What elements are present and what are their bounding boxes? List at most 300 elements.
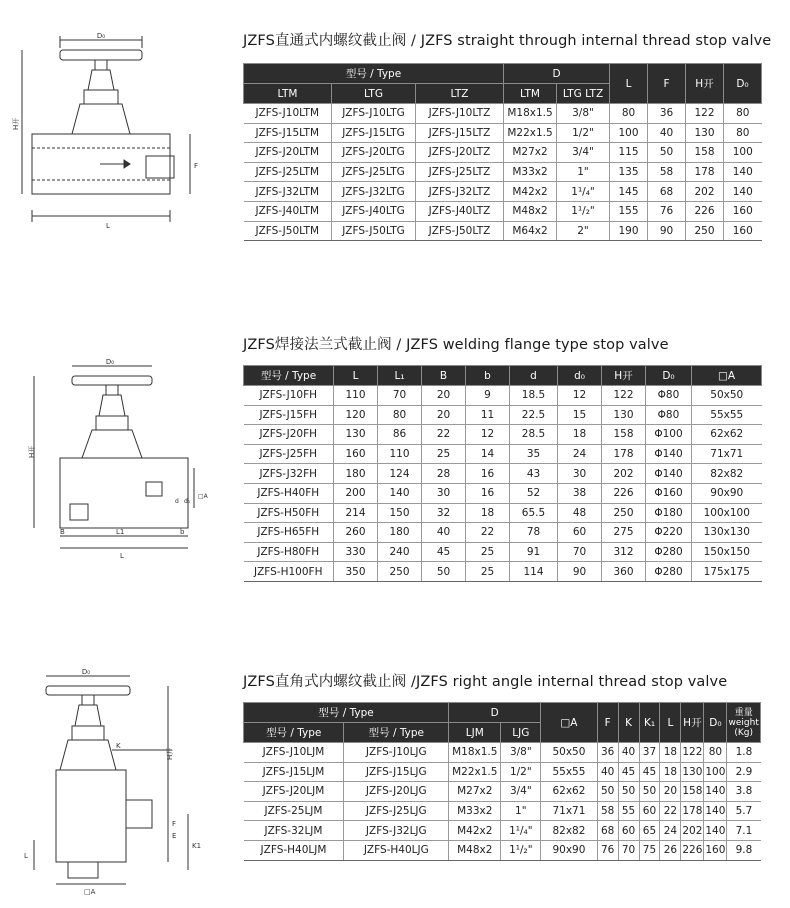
table-cell: 9 (466, 386, 510, 406)
th-d0: D₀ (704, 703, 727, 743)
table-cell: 140 (704, 821, 727, 841)
table-cell: 60 (558, 523, 602, 543)
table-row (244, 162, 762, 182)
table-cell: 15 (558, 405, 602, 425)
table-row (244, 221, 762, 241)
angle-valve-table (243, 702, 761, 861)
table-cell: 35 (510, 444, 558, 464)
table-cell: 50 (597, 782, 618, 802)
table-cell: JZFS-J15FH (244, 405, 334, 425)
l-label: L (120, 552, 124, 560)
table-cell: JZFS-J50LTZ (416, 221, 504, 241)
table-cell: 140 (704, 801, 727, 821)
h-label: H开 (166, 747, 174, 760)
table-row (244, 104, 762, 124)
table-cell: 91 (510, 542, 558, 562)
table-cell: M42x2 (504, 182, 557, 202)
table-cell: 202 (602, 464, 646, 484)
table-cell: 30 (558, 464, 602, 484)
table-cell: 1/2" (557, 123, 610, 143)
th-weight (727, 703, 761, 743)
d0-label: D₀ (105, 358, 115, 366)
flange-valve-table (243, 365, 762, 582)
table-row (244, 503, 762, 523)
table-cell: JZFS-J10LJG (344, 743, 449, 763)
table-cell: 68 (597, 821, 618, 841)
table-cell: Φ80 (646, 386, 692, 406)
table-cell: 180 (334, 464, 378, 484)
table-cell: 160 (334, 444, 378, 464)
table-cell: 3/8" (557, 104, 610, 124)
section2-title: JZFS焊接法兰式截止阀 / JZFS welding flange type stop valve (243, 337, 669, 353)
table-cell: JZFS-J15LTG (332, 123, 416, 143)
table-cell: 114 (510, 562, 558, 582)
th-ljg: LJG (501, 723, 541, 743)
table-cell: 90x90 (692, 483, 762, 503)
table-cell: 226 (686, 201, 724, 221)
table-row (244, 523, 762, 543)
table-cell: 178 (602, 444, 646, 464)
table-cell: JZFS-H40FH (244, 483, 334, 503)
th-d0: D₀ (724, 64, 762, 104)
table-header-cell: d (510, 366, 558, 386)
table-header-cell: b (466, 366, 510, 386)
th-ltz: LTZ (416, 84, 504, 104)
table-cell: 160 (724, 221, 762, 241)
k1-label: K1 (192, 842, 202, 850)
table-cell: 90 (648, 221, 686, 241)
th-d-ltg-ltz: LTG LTZ (557, 84, 610, 104)
table-cell: 50 (422, 562, 466, 582)
table-cell: 3/4" (501, 782, 541, 802)
table-cell: JZFS-J20FH (244, 425, 334, 445)
table-cell: 18 (558, 425, 602, 445)
section3-title: JZFS直角式内螺纹截止阀 /JZFS right angle internal thread stop valve (243, 674, 728, 690)
table-cell: 70 (618, 840, 639, 860)
table-cell: 55 (618, 801, 639, 821)
table-cell: JZFS-J15LJG (344, 762, 449, 782)
table-cell: 38 (558, 483, 602, 503)
table-cell: 60 (618, 821, 639, 841)
table-cell: Φ280 (646, 542, 692, 562)
table-cell: 22.5 (510, 405, 558, 425)
table-cell: 140 (378, 483, 422, 503)
table-cell: 75 (639, 840, 660, 860)
table-cell: 5.7 (727, 801, 761, 821)
table-cell: JZFS-J15LTM (244, 123, 332, 143)
table-cell: Φ160 (646, 483, 692, 503)
table-cell: 18.5 (510, 386, 558, 406)
table-cell: 78 (510, 523, 558, 543)
l1-label: L1 (116, 528, 125, 536)
table-cell: 130 (686, 123, 724, 143)
flange-valve-drawing (30, 358, 220, 568)
straight-valve-drawing (14, 28, 219, 248)
table-cell: Φ280 (646, 562, 692, 582)
table-cell: 122 (602, 386, 646, 406)
table-cell: JZFS-J32LTZ (416, 182, 504, 202)
table-cell: 80 (704, 743, 727, 763)
table-cell: 130 (602, 405, 646, 425)
table-cell: 1" (501, 801, 541, 821)
a-label: □A (84, 888, 96, 896)
table-cell: 80 (610, 104, 648, 124)
table-cell: 140 (724, 162, 762, 182)
table-cell: 45 (618, 762, 639, 782)
table-cell: 130x130 (692, 523, 762, 543)
table-cell: 11 (466, 405, 510, 425)
table-cell: 2" (557, 221, 610, 241)
table-cell: JZFS-J32LJG (344, 821, 449, 841)
table-cell: 12 (466, 425, 510, 445)
k-label: K (116, 742, 121, 750)
table-cell: 200 (334, 483, 378, 503)
table-cell: 178 (681, 801, 704, 821)
b-label: B (60, 528, 65, 536)
table-row (244, 782, 761, 802)
table-cell: 175x175 (692, 562, 762, 582)
table-cell: JZFS-J25LJG (344, 801, 449, 821)
table-cell: 158 (602, 425, 646, 445)
b-small-label: b (180, 528, 185, 536)
table-cell: 20 (660, 782, 681, 802)
table-cell: 55x55 (541, 762, 598, 782)
table-cell: 14 (466, 444, 510, 464)
table-cell: M22x1.5 (449, 762, 501, 782)
table-cell: 250 (378, 562, 422, 582)
th-type: 型号 / Type (244, 703, 449, 723)
table-cell: 90 (558, 562, 602, 582)
table-cell: 82x82 (692, 464, 762, 484)
table-row (244, 542, 762, 562)
table-cell: 22 (422, 425, 466, 445)
th-k: K (618, 703, 639, 743)
table-cell: 226 (602, 483, 646, 503)
table-cell: 100x100 (692, 503, 762, 523)
table-header-cell: H开 (602, 366, 646, 386)
table-cell: 1¹/₂" (501, 840, 541, 860)
table-row (244, 386, 762, 406)
table-header-cell: L₁ (378, 366, 422, 386)
table-row (244, 562, 762, 582)
table-cell: 158 (681, 782, 704, 802)
table-cell: 20 (422, 405, 466, 425)
l-label: L (24, 852, 28, 860)
table-cell: 160 (704, 840, 727, 860)
table-cell: 24 (660, 821, 681, 841)
e-label: E (172, 832, 177, 840)
table-row (244, 762, 761, 782)
table-cell: JZFS-J40LTZ (416, 201, 504, 221)
th-d: D (504, 64, 610, 84)
table-cell: JZFS-J10LTG (332, 104, 416, 124)
table-row (244, 840, 761, 860)
table-cell: 330 (334, 542, 378, 562)
f-label: F (194, 162, 199, 170)
table-header-cell: D₀ (646, 366, 692, 386)
th-d-ltm: LTM (504, 84, 557, 104)
h-label: H开 (28, 445, 36, 458)
table-cell: JZFS-J25LTZ (416, 162, 504, 182)
f-label: F (172, 820, 177, 828)
table-cell: Φ80 (646, 405, 692, 425)
th-weight-text: 重量 weight (Kg) (728, 707, 759, 738)
table-cell: 178 (686, 162, 724, 182)
table-row (244, 444, 762, 464)
table-cell: JZFS-J20LJG (344, 782, 449, 802)
th-f: F (648, 64, 686, 104)
table-cell: 16 (466, 464, 510, 484)
table-cell: 12 (558, 386, 602, 406)
section1-title: JZFS直通式内螺纹截止阀 / JZFS straight through internal thread stop valve (243, 33, 772, 49)
th-a: □A (541, 703, 598, 743)
table-cell: 124 (378, 464, 422, 484)
table-cell: 30 (422, 483, 466, 503)
table-cell: 120 (334, 405, 378, 425)
table-header-cell: □A (692, 366, 762, 386)
table-cell: 50 (648, 143, 686, 163)
table-cell: 3/4" (557, 143, 610, 163)
table-cell: 86 (378, 425, 422, 445)
table-cell: 140 (724, 182, 762, 202)
table-row (244, 143, 762, 163)
table-row (244, 464, 762, 484)
th-type-ljm: 型号 / Type (244, 723, 344, 743)
h-label: H开 (12, 117, 20, 130)
table-cell: 43 (510, 464, 558, 484)
table-cell: 250 (686, 221, 724, 241)
table-cell: 76 (648, 201, 686, 221)
table-cell: M64x2 (504, 221, 557, 241)
table-cell: JZFS-J32LTG (332, 182, 416, 202)
th-h: H开 (686, 64, 724, 104)
table-cell: 122 (686, 104, 724, 124)
table-cell: JZFS-J32LTM (244, 182, 332, 202)
table-cell: M33x2 (504, 162, 557, 182)
table-row (244, 123, 762, 143)
table-row (244, 405, 762, 425)
table-cell: 65.5 (510, 503, 558, 523)
table-cell: 140 (704, 782, 727, 802)
table-cell: 16 (466, 483, 510, 503)
table-cell: 18 (660, 743, 681, 763)
table-cell: 260 (334, 523, 378, 543)
table-row (244, 821, 761, 841)
table-cell: 122 (681, 743, 704, 763)
table-cell: JZFS-J25FH (244, 444, 334, 464)
table-cell: JZFS-H50FH (244, 503, 334, 523)
table-header-cell: d₀ (558, 366, 602, 386)
table-cell: M27x2 (449, 782, 501, 802)
th-type-ljg: 型号 / Type (344, 723, 449, 743)
table-cell: 1/2" (501, 762, 541, 782)
angle-valve-drawing (22, 670, 222, 900)
table-cell: 1.8 (727, 743, 761, 763)
table-cell: Φ180 (646, 503, 692, 523)
d-label: d (175, 498, 179, 505)
table-cell: 50 (639, 782, 660, 802)
table-cell: JZFS-J10LJM (244, 743, 344, 763)
table-cell: JZFS-J25LTG (332, 162, 416, 182)
table-cell: 70 (378, 386, 422, 406)
table-cell: 70 (558, 542, 602, 562)
table-cell: 58 (648, 162, 686, 182)
table-cell: M48x2 (449, 840, 501, 860)
th-f: F (597, 703, 618, 743)
table-cell: M18x1.5 (504, 104, 557, 124)
table-cell: 100 (724, 143, 762, 163)
table-cell: 3.8 (727, 782, 761, 802)
table-cell: M33x2 (449, 801, 501, 821)
table-cell: JZFS-H80FH (244, 542, 334, 562)
table-cell: 350 (334, 562, 378, 582)
table-cell: JZFS-J20LTG (332, 143, 416, 163)
table-cell: 68 (648, 182, 686, 202)
table-cell: 80 (724, 104, 762, 124)
table-cell: 58 (597, 801, 618, 821)
table-cell: JZFS-J10FH (244, 386, 334, 406)
table-cell: 22 (660, 801, 681, 821)
table-cell: Φ100 (646, 425, 692, 445)
table-cell: 202 (686, 182, 724, 202)
table-cell: 60 (639, 801, 660, 821)
th-type: 型号 / Type (244, 64, 504, 84)
table-cell: 1¹/₄" (501, 821, 541, 841)
table-cell: 1¹/₂" (557, 201, 610, 221)
th-ltg: LTG (332, 84, 416, 104)
table-cell: 115 (610, 143, 648, 163)
table-cell: 55x55 (692, 405, 762, 425)
table-header-cell: L (334, 366, 378, 386)
table-cell: 18 (466, 503, 510, 523)
table-cell: Φ220 (646, 523, 692, 543)
table-cell: JZFS-J50LTG (332, 221, 416, 241)
table-cell: 25 (466, 542, 510, 562)
table-cell: 145 (610, 182, 648, 202)
table-cell: 158 (686, 143, 724, 163)
table-cell: 18 (660, 762, 681, 782)
table-cell: 275 (602, 523, 646, 543)
table-cell: JZFS-H40LJG (344, 840, 449, 860)
table-cell: 76 (597, 840, 618, 860)
table-cell: M27x2 (504, 143, 557, 163)
table-cell: JZFS-H40LJM (244, 840, 344, 860)
table-cell: 160 (724, 201, 762, 221)
table-cell: 312 (602, 542, 646, 562)
table-cell: 80 (724, 123, 762, 143)
table-cell: JZFS-J50LTM (244, 221, 332, 241)
a-label: □A (198, 493, 208, 500)
table-cell: 240 (378, 542, 422, 562)
table-cell: 100 (704, 762, 727, 782)
table-cell: 130 (334, 425, 378, 445)
table-cell: 50 (618, 782, 639, 802)
table-cell: 71x71 (541, 801, 598, 821)
table-cell: 150x150 (692, 542, 762, 562)
table-cell: 100 (610, 123, 648, 143)
table-cell: 65 (639, 821, 660, 841)
table-cell: 180 (378, 523, 422, 543)
table-cell: 40 (648, 123, 686, 143)
table-cell: 7.1 (727, 821, 761, 841)
table-cell: JZFS-32LJM (244, 821, 344, 841)
th-d: D (449, 703, 541, 723)
table-cell: JZFS-H100FH (244, 562, 334, 582)
table-cell: 37 (639, 743, 660, 763)
table-cell: 25 (466, 562, 510, 582)
table-cell: M18x1.5 (449, 743, 501, 763)
table-cell: 48 (558, 503, 602, 523)
straight-valve-table (243, 63, 762, 241)
table-cell: 2.9 (727, 762, 761, 782)
table-cell: Φ140 (646, 444, 692, 464)
table-cell: 250 (602, 503, 646, 523)
th-ljm: LJM (449, 723, 501, 743)
table-cell: JZFS-J20LTZ (416, 143, 504, 163)
table-cell: JZFS-J40LTM (244, 201, 332, 221)
d0-small-label: d₀ (184, 498, 191, 505)
table-cell: 1¹/₄" (557, 182, 610, 202)
l-label: L (106, 222, 110, 230)
table-cell: JZFS-J40LTG (332, 201, 416, 221)
table-row (244, 801, 761, 821)
th-l: L (660, 703, 681, 743)
table-cell: 20 (422, 386, 466, 406)
table-cell: 40 (422, 523, 466, 543)
table-header-cell: B (422, 366, 466, 386)
table-cell: JZFS-J20LJM (244, 782, 344, 802)
table-cell: JZFS-J25LTM (244, 162, 332, 182)
table-cell: M48x2 (504, 201, 557, 221)
table-cell: 214 (334, 503, 378, 523)
table-cell: 22 (466, 523, 510, 543)
table-cell: JZFS-25LJM (244, 801, 344, 821)
table-cell: 40 (618, 743, 639, 763)
table-cell: M42x2 (449, 821, 501, 841)
table-cell: JZFS-J15LJM (244, 762, 344, 782)
table-cell: M22x1.5 (504, 123, 557, 143)
th-k1: K₁ (639, 703, 660, 743)
table-cell: 9.8 (727, 840, 761, 860)
table-cell: 36 (648, 104, 686, 124)
table-cell: 150 (378, 503, 422, 523)
table-row (244, 743, 761, 763)
table-cell: JZFS-J10LTM (244, 104, 332, 124)
th-ltm: LTM (244, 84, 332, 104)
table-cell: 110 (378, 444, 422, 464)
table-cell: 1" (557, 162, 610, 182)
table-cell: 155 (610, 201, 648, 221)
table-cell: 80 (378, 405, 422, 425)
table-cell: 130 (681, 762, 704, 782)
table-cell: 82x82 (541, 821, 598, 841)
table-cell: JZFS-J32FH (244, 464, 334, 484)
table-cell: 202 (681, 821, 704, 841)
table-cell: Φ140 (646, 464, 692, 484)
table-row (244, 201, 762, 221)
table-cell: 24 (558, 444, 602, 464)
table-cell: JZFS-J20LTM (244, 143, 332, 163)
table-cell: 25 (422, 444, 466, 464)
table-cell: 135 (610, 162, 648, 182)
table-cell: JZFS-J10LTZ (416, 104, 504, 124)
th-l: L (610, 64, 648, 104)
table-cell: 36 (597, 743, 618, 763)
d0-label: D₀ (96, 32, 106, 40)
table-cell: 28 (422, 464, 466, 484)
table-cell: 26 (660, 840, 681, 860)
table-cell: 45 (639, 762, 660, 782)
